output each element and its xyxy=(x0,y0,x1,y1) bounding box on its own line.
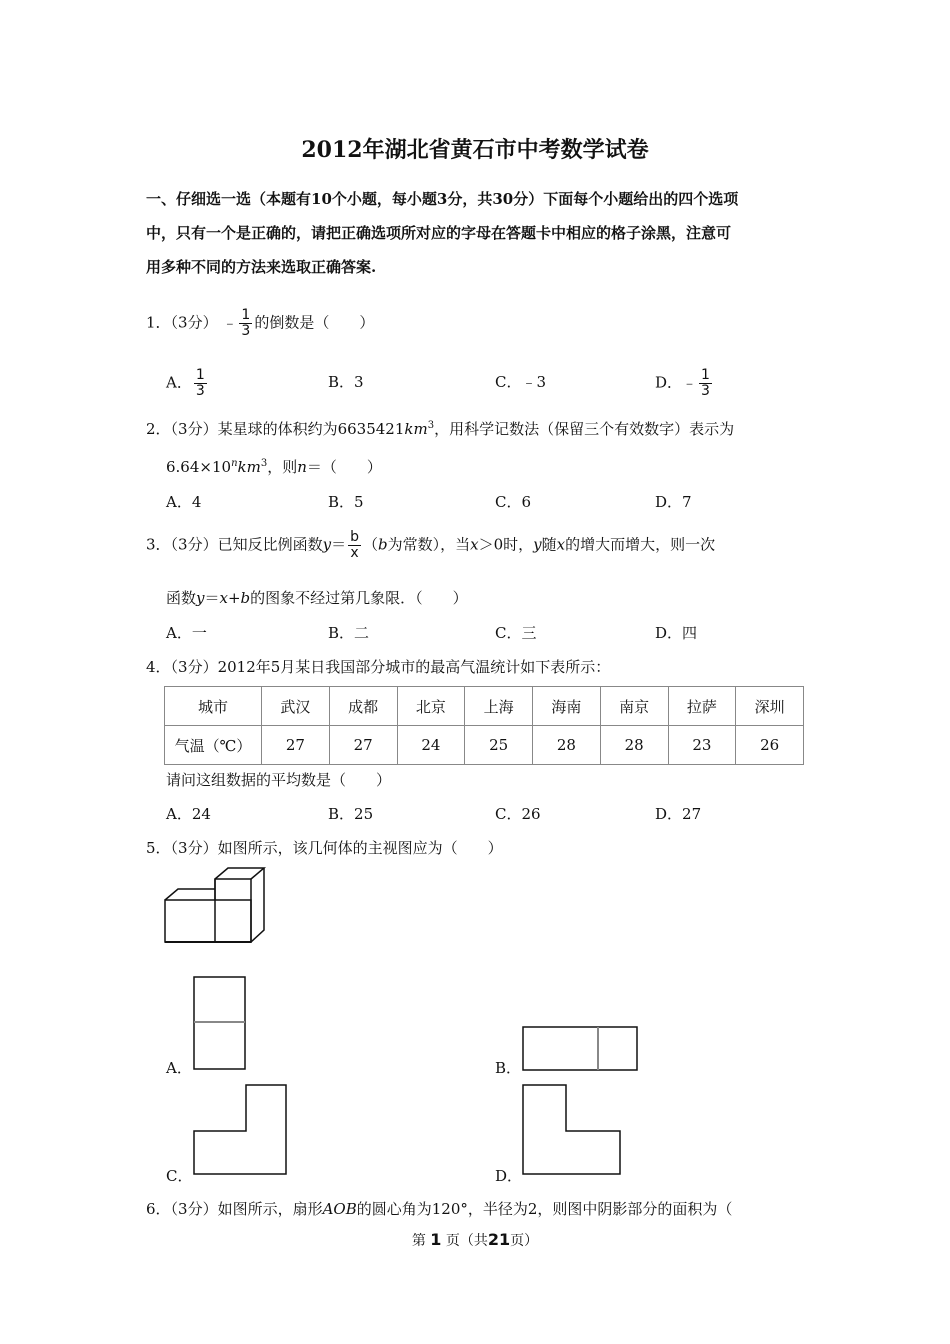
question-1 xyxy=(146,308,374,339)
option-c[interactable]: C．﹣3 xyxy=(495,373,547,391)
option-d[interactable]: D．四 xyxy=(655,624,698,642)
option-label: D． xyxy=(655,373,683,392)
question-text: 6．（3分）如图所示，扇形 xyxy=(146,1200,323,1218)
equals: ＝ xyxy=(204,589,220,607)
table-cell: 南京 xyxy=(600,687,668,726)
question-2 xyxy=(146,418,734,439)
table-cell: 拉萨 xyxy=(668,687,736,726)
option-c[interactable]: C．6 xyxy=(495,493,532,511)
variable-b: b xyxy=(378,535,388,554)
variable-n: n xyxy=(297,458,307,476)
question-text: 的增大而增大，则一次 xyxy=(565,535,716,554)
question-text: 的图象不经过第几象限．（ ） xyxy=(250,589,468,607)
variable-y: y xyxy=(196,589,205,607)
option-d-label[interactable]: D． xyxy=(495,1167,523,1185)
option-b[interactable]: B．3 xyxy=(328,373,364,391)
question-text: 为常数），当 xyxy=(387,535,471,554)
table-cell: 27 xyxy=(329,726,397,765)
option-a[interactable] xyxy=(166,368,209,399)
question-2-line2 xyxy=(166,456,382,477)
page-number: 1 xyxy=(430,1230,442,1249)
negative-sign: ﹣ xyxy=(222,313,238,332)
question-4: 4．（3分）2012年5月某日我国部分城市的最高气温统计如下表所示： xyxy=(146,658,611,676)
question-text: 随 xyxy=(541,535,557,554)
fraction-denominator: x xyxy=(350,545,359,561)
question-3-line2 xyxy=(166,587,468,608)
solid-figure xyxy=(160,864,270,948)
table-cell: 28 xyxy=(533,726,601,765)
fraction-numerator: 1 xyxy=(241,307,251,323)
question-4-prompt: 请问这组数据的平均数是（ ） xyxy=(166,771,392,789)
question-text: 6.64×10 xyxy=(166,458,232,476)
table-cell: 深圳 xyxy=(736,687,804,726)
variable-y: y xyxy=(533,535,542,554)
question-text: 的倒数是（ ） xyxy=(254,313,375,332)
expression: x+b xyxy=(219,589,251,607)
option-b-figure[interactable] xyxy=(521,1025,641,1073)
question-text: ＝（ ） xyxy=(306,458,382,476)
option-a[interactable]: A．一 xyxy=(166,624,207,642)
option-b[interactable]: B．5 xyxy=(328,493,364,511)
section-instructions xyxy=(146,182,810,284)
page-title: 2012年湖北省黄石市中考数学试卷 xyxy=(301,137,649,163)
section-line: 一、仔细选一选（本题有10个小题，每小题3分，共30分）下面每个小题给出的四个选项 xyxy=(146,190,739,208)
table-cell: 23 xyxy=(668,726,736,765)
fraction-numerator: 1 xyxy=(195,367,205,383)
option-a[interactable]: A．4 xyxy=(166,493,202,511)
fraction-denominator: 3 xyxy=(195,383,205,399)
option-b[interactable]: B．二 xyxy=(328,624,370,642)
table-cell: 气温（℃） xyxy=(165,726,262,765)
section-line: 中，只有一个是正确的，请把正确选项所对应的字母在答题卡中相应的格子涂黑，注意可 xyxy=(146,224,732,242)
question-text: ＞0时， xyxy=(478,535,534,554)
question-3 xyxy=(146,530,715,561)
fraction xyxy=(348,530,361,561)
fraction xyxy=(194,368,207,399)
table-cell: 上海 xyxy=(465,687,533,726)
temperature-table xyxy=(164,686,804,765)
option-a-figure[interactable] xyxy=(192,975,248,1073)
option-b[interactable]: B．25 xyxy=(328,805,374,823)
question-6 xyxy=(146,1198,732,1219)
question-number: 1．（3分） xyxy=(146,313,218,332)
exponent: 3 xyxy=(260,458,268,469)
sector-name: AOB xyxy=(322,1200,357,1218)
question-text: 函数 xyxy=(166,589,197,607)
option-a-label[interactable]: A． xyxy=(166,1059,192,1077)
table-cell: 28 xyxy=(600,726,668,765)
variable-x: x xyxy=(470,535,479,554)
fraction-denominator: 3 xyxy=(701,383,710,399)
option-c-label[interactable]: C． xyxy=(166,1167,193,1185)
table-cell: 海南 xyxy=(533,687,601,726)
unit-km: km xyxy=(404,420,428,438)
fraction-numerator: 1 xyxy=(701,367,710,383)
table-row xyxy=(165,726,804,765)
variable-x: x xyxy=(556,535,566,554)
table-row xyxy=(165,687,804,726)
page-footer xyxy=(0,1230,950,1250)
question-text: 3．（3分）已知反比例函数 xyxy=(146,535,323,554)
table-cell: 武汉 xyxy=(262,687,330,726)
option-c[interactable]: C．26 xyxy=(495,805,541,823)
table-cell: 27 xyxy=(262,726,330,765)
exponent: 3 xyxy=(427,420,435,431)
question-text: ，则 xyxy=(267,458,298,476)
footer-text: 页（共 xyxy=(445,1233,488,1249)
variable-y: y xyxy=(322,535,332,554)
table-cell: 北京 xyxy=(397,687,465,726)
fraction xyxy=(699,368,712,399)
option-b-label[interactable]: B． xyxy=(495,1059,522,1077)
equals: ＝ xyxy=(331,535,347,554)
option-c[interactable]: C．三 xyxy=(495,624,537,642)
footer-text: 第 xyxy=(411,1233,426,1249)
option-a[interactable]: A．24 xyxy=(166,805,211,823)
table-cell: 25 xyxy=(465,726,533,765)
total-pages: 21 xyxy=(487,1230,511,1249)
table-cell: 26 xyxy=(736,726,804,765)
unit-km: km xyxy=(237,458,261,476)
question-text: 的圆心角为120°，半径为2，则图中阴影部分的面积为（ xyxy=(356,1200,733,1218)
question-text: （ xyxy=(362,535,378,554)
option-label: A． xyxy=(166,373,192,392)
footer-text: 页） xyxy=(510,1233,539,1249)
option-d[interactable] xyxy=(655,368,714,399)
option-d[interactable]: D．27 xyxy=(655,805,702,823)
question-text: ，用科学记数法（保留三个有效数字）表示为 xyxy=(434,420,735,438)
option-d-figure[interactable] xyxy=(521,1083,624,1177)
fraction xyxy=(239,308,252,339)
option-c-figure[interactable] xyxy=(192,1083,290,1177)
table-cell: 成都 xyxy=(329,687,397,726)
table-cell: 24 xyxy=(397,726,465,765)
negative-sign: ﹣ xyxy=(682,373,698,392)
section-line: 用多种不同的方法来选取正确答案. xyxy=(146,258,377,276)
exponent: n xyxy=(231,458,238,469)
fraction-denominator: 3 xyxy=(241,323,251,339)
question-5: 5．（3分）如图所示，该几何体的主视图应为（ ） xyxy=(146,839,503,857)
question-text: 2．（3分）某星球的体积约为6635421 xyxy=(146,420,405,438)
option-d[interactable]: D．7 xyxy=(655,493,692,511)
table-cell: 城市 xyxy=(165,687,262,726)
fraction-numerator: b xyxy=(350,529,359,545)
